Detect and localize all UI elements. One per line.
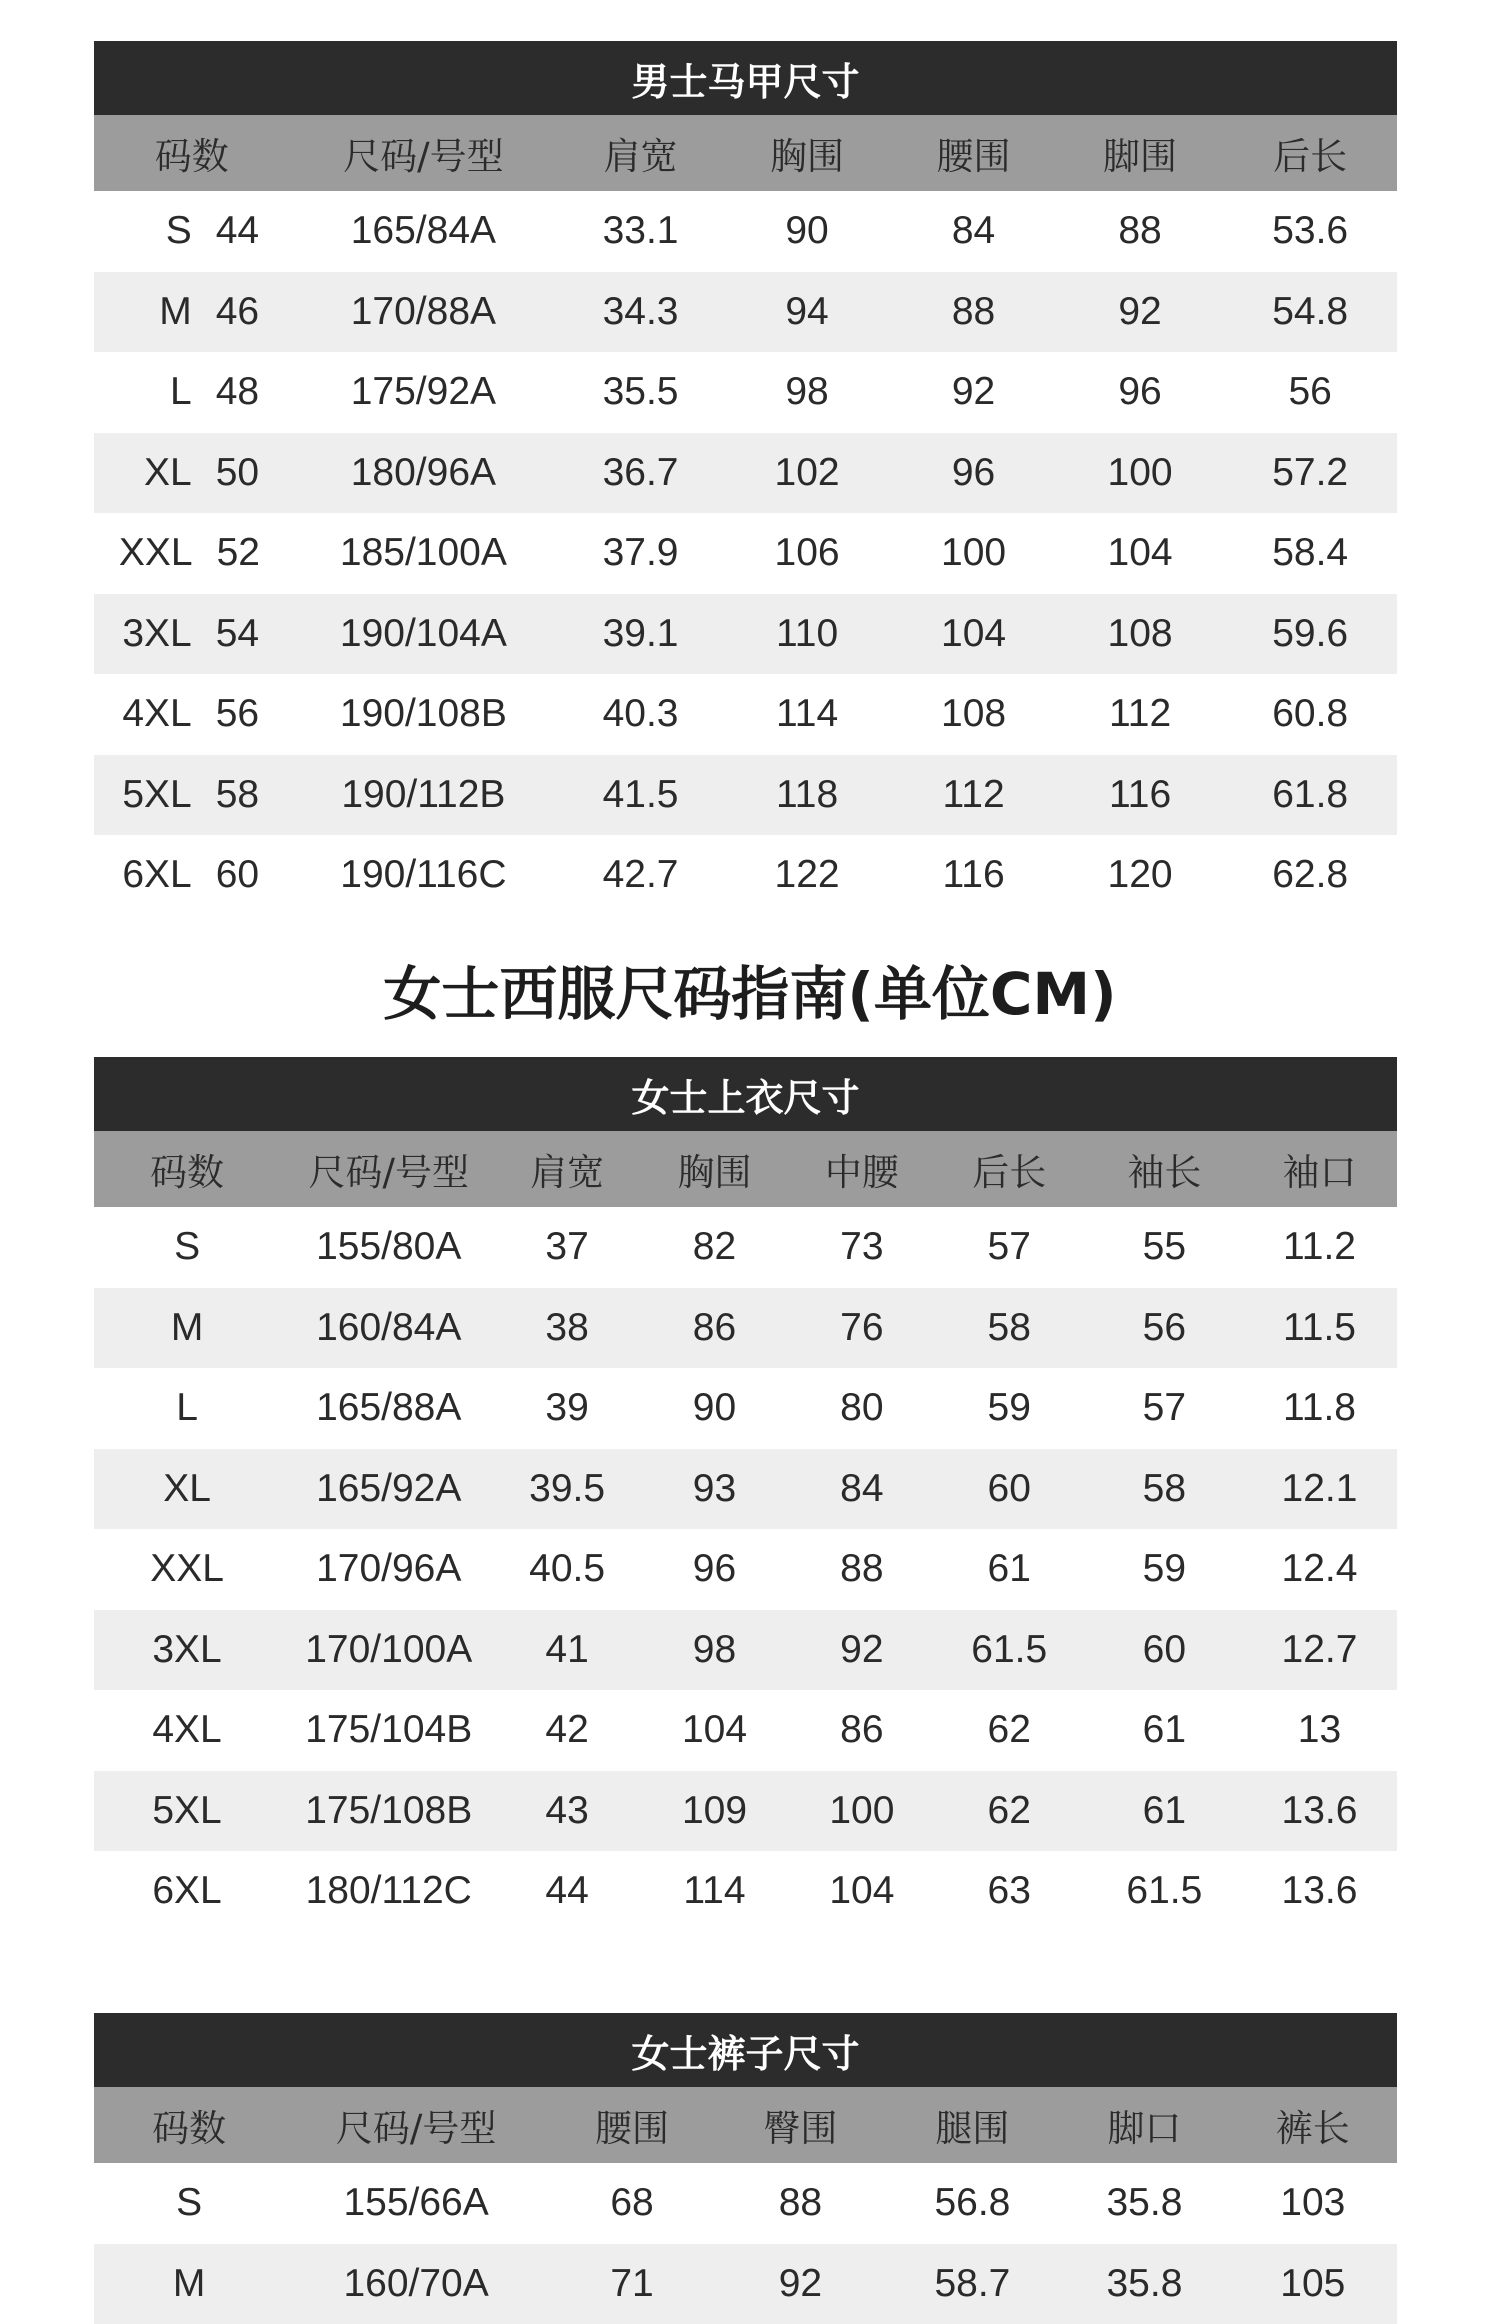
column-header: 裤长 xyxy=(1229,2098,1397,2152)
table-cell: 112 xyxy=(1057,692,1224,736)
size-letter: XXL xyxy=(119,531,193,575)
table-cell: 11.2 xyxy=(1242,1225,1397,1269)
table-body xyxy=(94,2163,1397,2324)
table-cell: 58.4 xyxy=(1223,531,1397,575)
table-cell: 92 xyxy=(716,2262,884,2306)
table-cell: 104 xyxy=(890,612,1057,656)
table-cell: 185/100A xyxy=(289,531,557,575)
table-cell: XXL xyxy=(94,1547,280,1591)
size-number: 46 xyxy=(216,290,264,334)
table-cell: 33.1 xyxy=(557,209,724,253)
column-header: 臀围 xyxy=(716,2098,884,2152)
size-number: 58 xyxy=(216,773,264,817)
womens-pants-table xyxy=(94,2013,1397,2324)
size-number: 60 xyxy=(216,853,264,897)
table-row xyxy=(94,1449,1397,1530)
table-row xyxy=(94,1529,1397,1610)
table-row xyxy=(94,191,1397,272)
table-cell: 175/104B xyxy=(280,1708,497,1752)
table-cell: 71 xyxy=(548,2262,716,2306)
table-cell: 61 xyxy=(1087,1708,1242,1752)
table-cell: 37.9 xyxy=(557,531,724,575)
table-cell: 100 xyxy=(1057,451,1224,495)
table-cell: 40.3 xyxy=(557,692,724,736)
table-cell: 53.6 xyxy=(1223,209,1397,253)
table-cell: M xyxy=(94,1306,280,1350)
table-cell: 58 xyxy=(1087,1467,1242,1511)
table-cell: 96 xyxy=(890,451,1057,495)
table-cell: 57.2 xyxy=(1223,451,1397,495)
table-cell: 165/92A xyxy=(280,1467,497,1511)
table-row xyxy=(94,513,1397,594)
table-cell: 61.8 xyxy=(1223,773,1397,817)
table-cell: 104 xyxy=(637,1708,792,1752)
table-cell: 13 xyxy=(1242,1708,1397,1752)
table-cell: 160/84A xyxy=(280,1306,497,1350)
table-cell: 35.8 xyxy=(1060,2181,1228,2225)
column-header: 中腰 xyxy=(792,1142,932,1196)
table-cell: 39 xyxy=(497,1386,637,1430)
table-cell: 170/96A xyxy=(280,1547,497,1591)
table-cell: 6XL xyxy=(94,1869,280,1913)
table-row xyxy=(94,2244,1397,2324)
table-cell: 90 xyxy=(637,1386,792,1430)
table-cell: 62 xyxy=(932,1708,1087,1752)
table-cell: 118 xyxy=(724,773,891,817)
column-header: 腰围 xyxy=(890,126,1057,180)
table-cell: 170/88A xyxy=(289,290,557,334)
table-cell: 155/80A xyxy=(280,1225,497,1269)
column-header: 脚围 xyxy=(1057,126,1224,180)
table-cell: 100 xyxy=(890,531,1057,575)
table-body xyxy=(94,1207,1397,1932)
size-number: 44 xyxy=(216,209,264,253)
table-row xyxy=(94,272,1397,353)
table-cell: 180/112C xyxy=(280,1869,497,1913)
table-cell: 11.8 xyxy=(1242,1386,1397,1430)
table-cell: 13.6 xyxy=(1242,1869,1397,1913)
table-cell: 100 xyxy=(792,1789,932,1833)
table-cell: 103 xyxy=(1229,2181,1397,2225)
column-header: 肩宽 xyxy=(557,126,724,180)
table-cell: S xyxy=(94,1225,280,1269)
table-cell: 13.6 xyxy=(1242,1789,1397,1833)
size-letter: 6XL xyxy=(120,853,192,897)
column-header: 胸围 xyxy=(724,126,891,180)
table-cell: 122 xyxy=(724,853,891,897)
size-number: 50 xyxy=(216,451,264,495)
table-cell: 190/104A xyxy=(289,612,557,656)
table-cell: 34.3 xyxy=(557,290,724,334)
table-cell: 35.8 xyxy=(1060,2262,1228,2306)
table-cell: 62 xyxy=(932,1789,1087,1833)
table-cell: 42.7 xyxy=(557,853,724,897)
table-cell: 39.1 xyxy=(557,612,724,656)
size-cell xyxy=(94,531,289,575)
table-cell: 60 xyxy=(1087,1628,1242,1672)
column-header: 腿围 xyxy=(885,2098,1061,2152)
size-letter: 4XL xyxy=(120,692,192,736)
size-cell xyxy=(94,370,289,414)
table-row xyxy=(94,1368,1397,1449)
table-row xyxy=(94,352,1397,433)
column-header: 码数 xyxy=(94,126,289,180)
table-header xyxy=(94,2087,1397,2163)
table-cell: 60.8 xyxy=(1223,692,1397,736)
table-title: 女士上衣尺寸 xyxy=(94,1057,1397,1131)
table-cell: 12.1 xyxy=(1242,1467,1397,1511)
table-cell: 104 xyxy=(792,1869,932,1913)
table-cell: 44 xyxy=(497,1869,637,1913)
table-cell: 61 xyxy=(932,1547,1087,1591)
size-number: 56 xyxy=(216,692,264,736)
table-row xyxy=(94,1771,1397,1852)
table-cell: 61 xyxy=(1087,1789,1242,1833)
table-cell: 11.5 xyxy=(1242,1306,1397,1350)
table-cell: 114 xyxy=(637,1869,792,1913)
table-cell: 62.8 xyxy=(1223,853,1397,897)
size-letter: XL xyxy=(120,451,192,495)
table-cell: 39.5 xyxy=(497,1467,637,1511)
table-cell: 190/116C xyxy=(289,853,557,897)
table-cell: 105 xyxy=(1229,2262,1397,2306)
table-cell: 109 xyxy=(637,1789,792,1833)
table-cell: 90 xyxy=(724,209,891,253)
table-cell: 4XL xyxy=(94,1708,280,1752)
table-title: 男士马甲尺寸 xyxy=(94,41,1397,115)
column-header: 后长 xyxy=(1223,126,1397,180)
table-cell: 88 xyxy=(890,290,1057,334)
table-cell: 116 xyxy=(890,853,1057,897)
table-cell: 58 xyxy=(932,1306,1087,1350)
table-cell: 155/66A xyxy=(284,2181,548,2225)
table-row xyxy=(94,755,1397,836)
table-cell: L xyxy=(94,1386,280,1430)
table-header xyxy=(94,1131,1397,1207)
table-cell: 80 xyxy=(792,1386,932,1430)
table-row xyxy=(94,433,1397,514)
table-cell: 108 xyxy=(890,692,1057,736)
table-cell: 63 xyxy=(932,1869,1087,1913)
table-cell: 86 xyxy=(637,1306,792,1350)
table-cell: 37 xyxy=(497,1225,637,1269)
column-header: 腰围 xyxy=(548,2098,716,2152)
size-cell xyxy=(94,209,289,253)
table-cell: 88 xyxy=(792,1547,932,1591)
table-cell: 98 xyxy=(724,370,891,414)
column-header: 尺码/号型 xyxy=(284,2098,548,2152)
size-cell xyxy=(94,773,289,817)
column-header: 尺码/号型 xyxy=(280,1142,497,1196)
table-cell: 88 xyxy=(716,2181,884,2225)
size-letter: 3XL xyxy=(120,612,192,656)
table-cell: 42 xyxy=(497,1708,637,1752)
table-cell: 55 xyxy=(1087,1225,1242,1269)
table-cell: 84 xyxy=(792,1467,932,1511)
mens-vest-table xyxy=(94,41,1397,916)
table-cell: 41 xyxy=(497,1628,637,1672)
table-cell: 106 xyxy=(724,531,891,575)
size-letter: S xyxy=(120,209,192,253)
table-cell: 76 xyxy=(792,1306,932,1350)
table-cell: 160/70A xyxy=(284,2262,548,2306)
table-cell: 40.5 xyxy=(497,1547,637,1591)
table-cell: 68 xyxy=(548,2181,716,2225)
size-cell xyxy=(94,853,289,897)
table-cell: 108 xyxy=(1057,612,1224,656)
table-cell: 116 xyxy=(1057,773,1224,817)
size-number: 54 xyxy=(216,612,264,656)
column-header: 胸围 xyxy=(637,1142,792,1196)
table-body xyxy=(94,191,1397,916)
table-cell: 170/100A xyxy=(280,1628,497,1672)
table-cell: 92 xyxy=(1057,290,1224,334)
table-row xyxy=(94,835,1397,916)
table-cell: 93 xyxy=(637,1467,792,1511)
table-cell: 57 xyxy=(932,1225,1087,1269)
table-cell: 88 xyxy=(1057,209,1224,253)
table-cell: 110 xyxy=(724,612,891,656)
table-cell: 190/108B xyxy=(289,692,557,736)
table-row xyxy=(94,1690,1397,1771)
table-cell: 86 xyxy=(792,1708,932,1752)
size-cell xyxy=(94,290,289,334)
table-cell: 59 xyxy=(1087,1547,1242,1591)
size-cell xyxy=(94,612,289,656)
column-header: 码数 xyxy=(94,1142,280,1196)
column-header: 码数 xyxy=(94,2098,284,2152)
table-cell: 58.7 xyxy=(885,2262,1061,2306)
table-cell: 56.8 xyxy=(885,2181,1061,2225)
table-cell: 41.5 xyxy=(557,773,724,817)
table-cell: 102 xyxy=(724,451,891,495)
table-cell: 165/84A xyxy=(289,209,557,253)
table-cell: 60 xyxy=(932,1467,1087,1511)
column-header: 袖口 xyxy=(1242,1142,1397,1196)
size-number: 48 xyxy=(216,370,264,414)
table-row xyxy=(94,1610,1397,1691)
table-cell: 92 xyxy=(792,1628,932,1672)
column-header: 袖长 xyxy=(1087,1142,1242,1196)
table-row xyxy=(94,594,1397,675)
table-row xyxy=(94,674,1397,755)
size-cell xyxy=(94,451,289,495)
size-cell xyxy=(94,692,289,736)
table-header xyxy=(94,115,1397,191)
table-cell: 112 xyxy=(890,773,1057,817)
column-header: 脚口 xyxy=(1060,2098,1228,2152)
table-cell: 165/88A xyxy=(280,1386,497,1430)
table-cell: XL xyxy=(94,1467,280,1511)
table-cell: 84 xyxy=(890,209,1057,253)
size-letter: L xyxy=(120,370,192,414)
table-cell: 43 xyxy=(497,1789,637,1833)
table-cell: 3XL xyxy=(94,1628,280,1672)
table-cell: 175/108B xyxy=(280,1789,497,1833)
table-cell: 12.7 xyxy=(1242,1628,1397,1672)
column-header: 尺码/号型 xyxy=(289,126,557,180)
table-cell: 175/92A xyxy=(289,370,557,414)
table-row xyxy=(94,1851,1397,1932)
womens-top-table xyxy=(94,1057,1397,1932)
table-cell: 59.6 xyxy=(1223,612,1397,656)
column-header: 后长 xyxy=(932,1142,1087,1196)
table-cell: 180/96A xyxy=(289,451,557,495)
table-cell: 61.5 xyxy=(932,1628,1087,1672)
table-cell: 98 xyxy=(637,1628,792,1672)
table-cell: 57 xyxy=(1087,1386,1242,1430)
table-cell: 59 xyxy=(932,1386,1087,1430)
table-cell: 5XL xyxy=(94,1789,280,1833)
table-cell: 94 xyxy=(724,290,891,334)
table-cell: 73 xyxy=(792,1225,932,1269)
table-cell: 114 xyxy=(724,692,891,736)
section-heading: 女士西服尺码指南(单位CM) xyxy=(0,956,1500,1032)
table-row xyxy=(94,1207,1397,1288)
table-cell: 96 xyxy=(1057,370,1224,414)
table-cell: 190/112B xyxy=(289,773,557,817)
table-cell: 56 xyxy=(1223,370,1397,414)
table-cell: 104 xyxy=(1057,531,1224,575)
table-cell: 35.5 xyxy=(557,370,724,414)
table-cell: 36.7 xyxy=(557,451,724,495)
size-number: 52 xyxy=(217,531,265,575)
table-cell: 54.8 xyxy=(1223,290,1397,334)
table-cell: M xyxy=(94,2262,284,2306)
table-title: 女士裤子尺寸 xyxy=(94,2013,1397,2087)
table-cell: 12.4 xyxy=(1242,1547,1397,1591)
table-cell: S xyxy=(94,2181,284,2225)
table-row xyxy=(94,1288,1397,1369)
table-cell: 82 xyxy=(637,1225,792,1269)
table-cell: 56 xyxy=(1087,1306,1242,1350)
table-cell: 61.5 xyxy=(1087,1869,1242,1913)
table-row xyxy=(94,2163,1397,2244)
column-header: 肩宽 xyxy=(497,1142,637,1196)
size-letter: 5XL xyxy=(120,773,192,817)
table-cell: 38 xyxy=(497,1306,637,1350)
table-cell: 96 xyxy=(637,1547,792,1591)
table-cell: 120 xyxy=(1057,853,1224,897)
size-letter: M xyxy=(120,290,192,334)
table-cell: 92 xyxy=(890,370,1057,414)
